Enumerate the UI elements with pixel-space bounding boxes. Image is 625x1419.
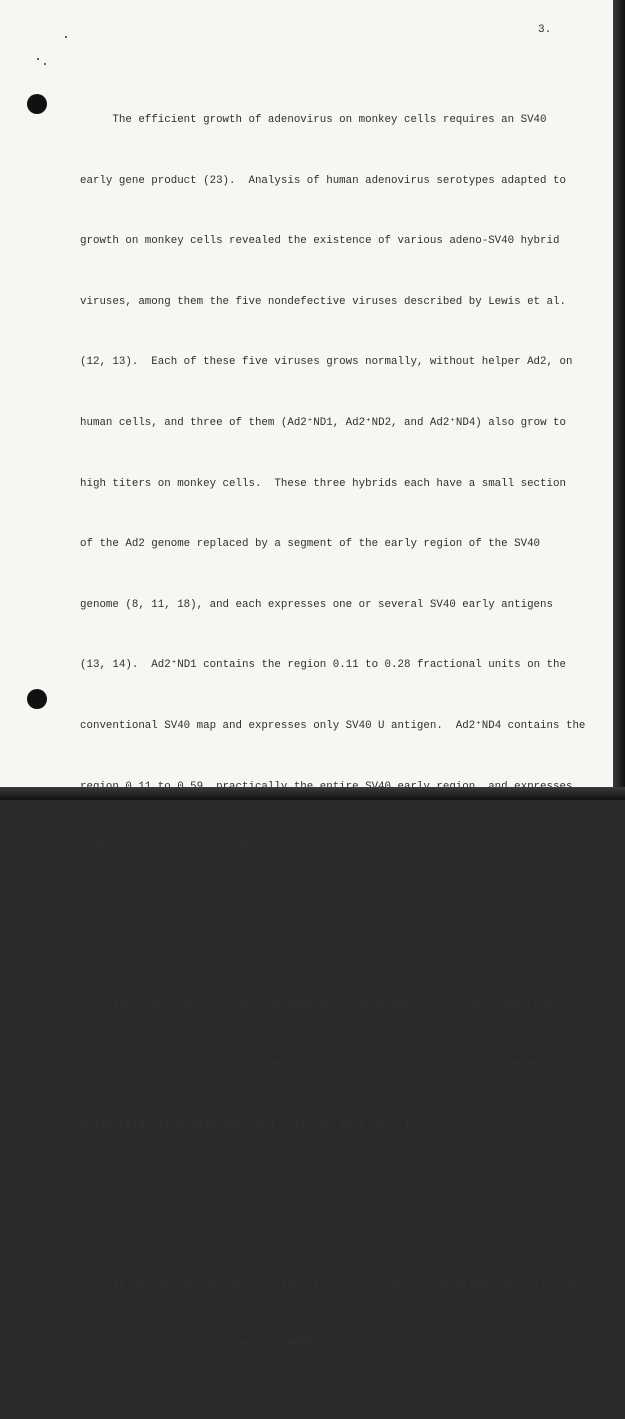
paragraph-2 <box>80 971 580 1177</box>
page-edge-shadow-bottom <box>0 787 625 800</box>
punch-hole-bottom <box>27 689 47 709</box>
paper-speck <box>37 58 39 60</box>
page-edge-shadow-right <box>613 0 625 800</box>
text-line: viruses, among them the five nondefective viruses described by Lewis et al. <box>80 295 566 308</box>
text-line: human cells, and three of them (Ad2⁺ND1, Ad2⁺ND2, and Ad2⁺ND4) also grow to <box>80 416 567 429</box>
text-line: growth on monkey cells revealed the existence of various adeno-SV40 hybrid <box>80 235 560 248</box>
text-line: of the Ad2 genome replaced by a segment of the early region of the SV40 <box>80 538 541 551</box>
text-line: (13, 14). Ad2⁺ND1 contains the region 0.11 to 0.28 fractional units on the <box>80 659 566 672</box>
paper-speck <box>44 63 46 65</box>
text-line: early gene product (23). Analysis of human adenovirus serotypes adapted to <box>80 174 566 187</box>
text-line: high titers on monkey cells. These three hybrids each have a small section <box>80 477 566 490</box>
text-line: The efficient growth of adenovirus on monkey cells requires an SV40 <box>80 114 547 126</box>
paper-speck <box>65 36 67 38</box>
text-line: SV40 U, TSTA, and T antigens. <box>80 841 268 854</box>
text-line: protein synthesis programmed by mRNA selected by hybridization to viral DNA <box>80 1338 566 1351</box>
body-text <box>80 62 586 1419</box>
punch-hole-top <box>27 94 47 114</box>
text-line: genome (8, 11, 18), and each expresses one or several SV40 early antigens <box>80 598 553 611</box>
text-line: Tegtmeyer (26) has reported the selective precipitation of a 100,000 mol wt <box>80 1059 566 1072</box>
text-line: (12, 13). Each of these five viruses grows normally, without helper Ad2, on <box>80 356 573 369</box>
text-line: conventional SV40 map and expresses only SV40 U antigen. Ad2⁺ND4 contains the <box>80 719 586 732</box>
text-line: It has become possible to identify virus-coded polypeptides by cell-free <box>80 1277 579 1290</box>
page-number: 3. <box>538 24 552 36</box>
text-line: polypeptide from SV40-infected cells by SV40 anti-T sera. <box>80 1119 450 1132</box>
paragraph-3 <box>80 1250 580 1395</box>
text-line: The SV40 T antigen has now been purified manyfold (16, 19), and recently <box>80 998 579 1011</box>
paragraph-1 <box>80 86 586 898</box>
